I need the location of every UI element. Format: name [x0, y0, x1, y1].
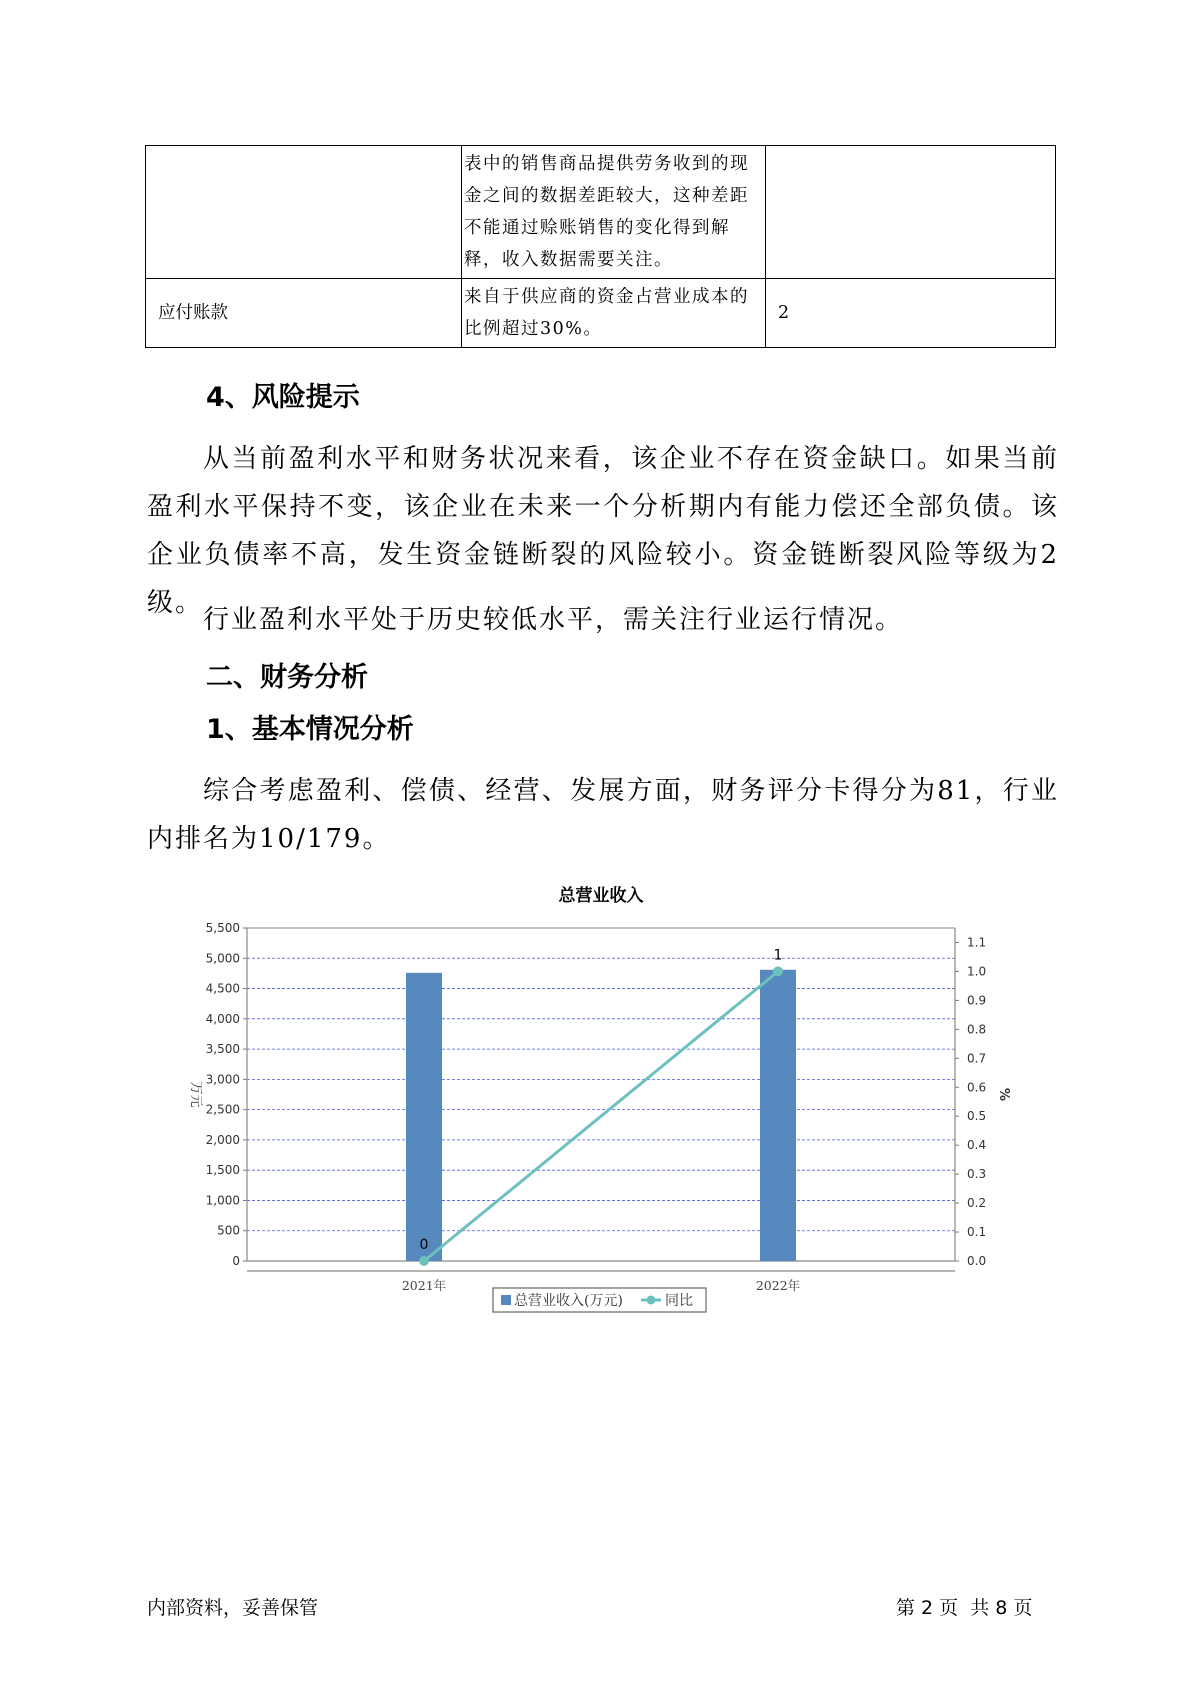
revenue-chart-svg: [150, 880, 1011, 1340]
legend-label-line: 同比: [665, 1293, 693, 1309]
x-tick-label: 2021年: [401, 1278, 447, 1293]
table-cell-item: 应付账款: [146, 279, 462, 348]
y-right-tick-label: 1.0: [967, 964, 987, 979]
revenue-chart: [150, 880, 1011, 1340]
y-right-tick-label: 0.3: [967, 1167, 987, 1182]
yoy-point: [419, 1256, 429, 1266]
y-right-axis-label: %: [996, 1087, 1011, 1102]
y-left-tick-label: 500: [217, 1223, 240, 1238]
bar: [760, 970, 796, 1261]
y-left-tick-label: 0: [232, 1254, 240, 1268]
y-left-tick-label: 1,500: [205, 1163, 240, 1178]
plot-area: [247, 928, 955, 1261]
subsection-heading-basic: 1、基本情况分析: [206, 714, 414, 745]
section-heading-risk: 4、风险提示: [206, 382, 360, 413]
y-left-tick-label: 2,500: [205, 1102, 240, 1117]
y-left-tick-label: 5,500: [205, 921, 240, 935]
y-left-tick-label: 3,000: [205, 1072, 240, 1087]
y-right-tick-label: 1.1: [967, 935, 987, 950]
y-left-tick-label: 1,000: [205, 1193, 240, 1208]
y-left-tick-label: 2,000: [205, 1132, 240, 1147]
legend-swatch-bar: [501, 1295, 511, 1305]
yoy-data-label: 0: [419, 1237, 429, 1253]
bar: [406, 973, 442, 1261]
footer-left: 内部资料，妥善保管: [147, 1597, 319, 1619]
y-right-tick-label: 0.7: [967, 1051, 987, 1066]
y-left-tick-label: 5,000: [205, 951, 240, 966]
y-right-tick-label: 0.4: [967, 1138, 987, 1153]
table-row: [146, 279, 1056, 348]
y-right-tick-label: 0.5: [967, 1109, 987, 1124]
table-cell-level: [766, 146, 1056, 279]
y-right-tick-label: 0.2: [967, 1196, 987, 1211]
yoy-point: [773, 966, 783, 976]
legend-swatch-point: [647, 1296, 656, 1305]
yoy-data-label: 1: [773, 947, 783, 964]
footer-page-number: 第 2 页 共 8 页: [896, 1597, 1033, 1619]
chart-title: 总营业收入: [558, 886, 644, 906]
section-heading-finance: 二、财务分析: [206, 662, 368, 693]
x-tick-label: 2022年: [755, 1278, 801, 1293]
y-left-axis-label: 万元: [188, 1081, 203, 1108]
risk-paragraph-2: 行业盈利水平处于历史较低水平，需关注行业运行情况。: [203, 605, 904, 635]
y-left-tick-label: 4,000: [205, 1011, 240, 1026]
y-right-tick-label: 0.8: [967, 1022, 987, 1037]
finance-paragraph: 综合考虑盈利、偿债、经营、发展方面，财务评分卡得分为81，行业内排名为10/179。: [147, 776, 1059, 854]
table-cell-level: 2: [766, 279, 1056, 348]
y-left-tick-label: 4,500: [205, 981, 240, 996]
y-right-tick-label: 0.9: [967, 993, 987, 1008]
table-cell-description: 来自于供应商的资金占营业成本的比例超过30%。: [462, 279, 766, 348]
y-right-tick-label: 0.0: [967, 1254, 987, 1268]
table-cell-item: [146, 146, 462, 279]
table-cell-description: 表中的销售商品提供劳务收到的现金之间的数据差距较大，这种差距不能通过赊账销售的变化得到解释，收入数据需要关注。: [462, 146, 766, 279]
risk-table: [145, 145, 1056, 348]
legend-label-bar: 总营业收入(万元): [514, 1293, 623, 1309]
y-right-tick-label: 0.6: [967, 1080, 987, 1095]
risk-paragraph-1: 从当前盈利水平和财务状况来看，该企业不存在资金缺口。如果当前盈利水平保持不变，该企业在未来一个分析期内有能力偿还全部负债。该企业负债率不高，发生资金链断裂的风险较小。资金链断裂风险等级为2级。: [147, 444, 1059, 618]
y-right-tick-label: 0.1: [967, 1225, 987, 1240]
table-row: [146, 146, 1056, 279]
y-left-tick-label: 3,500: [205, 1042, 240, 1057]
